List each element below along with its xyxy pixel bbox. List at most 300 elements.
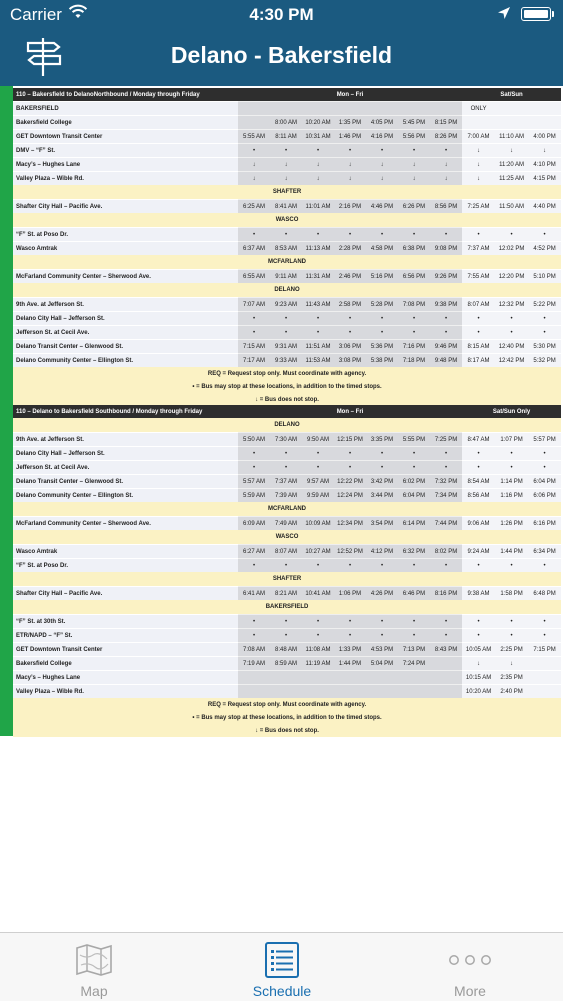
weekday-time-cell: 12:24 PM	[334, 489, 366, 503]
stop-name: Jefferson St. at Cecil Ave.	[13, 326, 238, 340]
weekday-time-cell: •	[430, 312, 462, 326]
weekday-time-cell: 6:56 PM	[398, 270, 430, 284]
weekday-time-cell: ↓	[302, 158, 334, 172]
weekday-time-cell: •	[334, 559, 366, 573]
weekday-time-cell: •	[302, 461, 334, 475]
weekday-time-cell: •	[334, 312, 366, 326]
weekend-time-cell: 1:16 PM	[495, 489, 528, 503]
weekday-time-cell: 6:14 PM	[398, 517, 430, 531]
stop-name: “F” St. at Poso Dr.	[13, 228, 238, 242]
tab-bar	[0, 932, 563, 1001]
stop-name: McFarland Community Center – Sherwood Ave.	[13, 270, 238, 284]
weekday-time-cell: 8:59 AM	[270, 657, 302, 671]
weekend-time-cell: 7:15 PM	[528, 643, 561, 657]
weekday-time-cell: •	[366, 312, 398, 326]
weekday-time-cell: •	[302, 559, 334, 573]
legend-note: ↓ = Bus does not stop.	[13, 393, 561, 406]
weekend-time-cell: •	[495, 447, 528, 461]
weekend-time-cell	[528, 685, 561, 699]
weekday-time-cell: •	[334, 461, 366, 475]
weekday-time-cell: 1:35 PM	[334, 116, 366, 130]
weekday-time-cell: •	[430, 629, 462, 643]
stop-row	[13, 200, 561, 214]
route-header-row	[13, 405, 561, 418]
weekday-time-cell: 5:45 PM	[398, 116, 430, 130]
stop-row	[13, 461, 561, 475]
weekday-time-cell: 11:01 AM	[302, 200, 334, 214]
weekday-time-cell: 5:28 PM	[366, 298, 398, 312]
weekend-time-cell: 5:22 PM	[528, 298, 561, 312]
stop-name: 9th Ave. at Jefferson St.	[13, 298, 238, 312]
weekday-time-cell: 9:23 AM	[270, 298, 302, 312]
weekday-time-cell: •	[238, 615, 270, 629]
stop-name: Macy’s – Hughes Lane	[13, 671, 238, 685]
weekend-time-cell: •	[462, 326, 495, 340]
weekday-time-cell: 7:17 AM	[238, 354, 270, 368]
weekday-time-cell: 4:16 PM	[366, 130, 398, 144]
stop-row	[13, 172, 561, 186]
stop-row	[13, 447, 561, 461]
weekend-time-cell: •	[462, 228, 495, 242]
weekday-time-cell	[334, 671, 366, 685]
section-name: SHAFTER	[13, 185, 561, 200]
weekday-time-cell: 12:52 PM	[334, 545, 366, 559]
stop-row	[13, 144, 561, 158]
weekend-time-cell: •	[528, 228, 561, 242]
stop-row	[13, 615, 561, 629]
stop-name: Valley Plaza – Wible Rd.	[13, 685, 238, 699]
weekend-time-cell: 12:20 PM	[495, 270, 528, 284]
weekend-time-cell: 1:14 PM	[495, 475, 528, 489]
stop-row	[13, 354, 561, 368]
weekend-time-cell: 7:00 AM	[462, 130, 495, 144]
weekday-time-cell: ↓	[366, 172, 398, 186]
tab-more-label: More	[454, 983, 486, 999]
route-label: 110 – Bakersfield to DelanoNorthbound / Monday through Friday	[13, 88, 238, 102]
weekday-time-cell: •	[270, 629, 302, 643]
weekday-time-cell: •	[334, 326, 366, 340]
weekend-time-cell: •	[462, 447, 495, 461]
weekend-time-cell	[495, 102, 528, 116]
weekday-time-cell: 8:41 AM	[270, 200, 302, 214]
weekend-time-cell: •	[495, 326, 528, 340]
weekday-time-cell: 11:53 AM	[302, 354, 334, 368]
weekday-time-cell	[430, 102, 462, 116]
weekend-time-cell: 5:57 PM	[528, 433, 561, 447]
weekend-time-cell: 2:40 PM	[495, 685, 528, 699]
weekend-time-cell: •	[528, 461, 561, 475]
weekday-time-cell: •	[270, 228, 302, 242]
weekend-time-cell: •	[495, 559, 528, 573]
stop-name: McFarland Community Center – Sherwood Ave.	[13, 517, 238, 531]
weekday-time-cell: 7:34 PM	[430, 489, 462, 503]
weekend-time-cell	[528, 671, 561, 685]
weekday-time-cell: •	[398, 312, 430, 326]
tab-map-label: Map	[80, 983, 108, 999]
weekday-time-cell	[270, 685, 302, 699]
stop-name: Delano Transit Center – Glenwood St.	[13, 475, 238, 489]
weekday-time-cell: 5:04 PM	[366, 657, 398, 671]
weekday-time-cell: 8:15 PM	[430, 116, 462, 130]
weekend-time-cell: 11:20 AM	[495, 158, 528, 172]
weekday-time-cell: 8:16 PM	[430, 587, 462, 601]
weekday-time-cell: 7:32 PM	[430, 475, 462, 489]
stop-row	[13, 340, 561, 354]
weekend-time-cell: 8:47 AM	[462, 433, 495, 447]
stop-name: GET Downtown Transit Center	[13, 643, 238, 657]
weekday-time-cell: 6:32 PM	[398, 545, 430, 559]
weekday-time-cell: 8:48 AM	[270, 643, 302, 657]
weekday-time-cell: •	[366, 326, 398, 340]
weekday-time-cell: 7:08 AM	[238, 643, 270, 657]
weekday-time-cell: 9:08 PM	[430, 242, 462, 256]
weekday-time-cell: ↓	[430, 172, 462, 186]
stop-name: Delano Community Center – Ellington St.	[13, 354, 238, 368]
tab-schedule-label: Schedule	[252, 983, 312, 999]
weekday-time-cell: •	[238, 144, 270, 158]
tab-schedule[interactable]	[188, 933, 376, 1001]
weekday-time-cell: •	[334, 629, 366, 643]
weekday-time-cell: ↓	[270, 172, 302, 186]
section-header-row	[13, 185, 561, 200]
stop-name: Bakersfield College	[13, 657, 238, 671]
weekday-time-cell	[398, 102, 430, 116]
stop-row	[13, 657, 561, 671]
section-header-row	[13, 600, 561, 615]
weekday-time-cell: •	[270, 559, 302, 573]
weekday-time-cell: 6:41 AM	[238, 587, 270, 601]
section-name: MCFARLAND	[13, 255, 561, 270]
weekday-time-cell: •	[366, 629, 398, 643]
weekday-time-cell: 3:54 PM	[366, 517, 398, 531]
weekend-time-cell: •	[495, 228, 528, 242]
weekend-time-cell: ↓	[462, 657, 495, 671]
weekday-time-cell: 4:46 PM	[366, 200, 398, 214]
weekday-time-cell: ↓	[302, 172, 334, 186]
weekend-time-cell: 4:40 PM	[528, 200, 561, 214]
weekday-time-cell: 7:30 AM	[270, 433, 302, 447]
weekend-time-cell: 8:56 AM	[462, 489, 495, 503]
weekday-time-cell: 6:37 AM	[238, 242, 270, 256]
stop-name: Shafter City Hall – Pacific Ave.	[13, 200, 238, 214]
battery-icon	[521, 7, 551, 21]
weekend-time-cell: 1:58 PM	[495, 587, 528, 601]
weekend-time-cell: 7:37 AM	[462, 242, 495, 256]
weekday-time-cell: 12:15 PM	[334, 433, 366, 447]
weekend-time-cell	[495, 116, 528, 130]
stop-name: Wasco Amtrak	[13, 545, 238, 559]
weekday-time-cell: 10:27 AM	[302, 545, 334, 559]
weekend-time-cell: 5:30 PM	[528, 340, 561, 354]
weekday-time-cell: •	[238, 228, 270, 242]
route-color-strip	[0, 86, 13, 736]
stop-name: Macy’s – Hughes Lane	[13, 158, 238, 172]
weekday-time-cell: •	[302, 326, 334, 340]
weekend-time-cell: 8:17 AM	[462, 354, 495, 368]
weekend-time-cell: 12:02 PM	[495, 242, 528, 256]
stop-row	[13, 298, 561, 312]
section-name: DELANO	[13, 283, 561, 298]
tab-more[interactable]	[376, 933, 563, 1001]
weekend-time-cell: ↓	[495, 144, 528, 158]
weekend-time-cell: •	[528, 326, 561, 340]
stop-row	[13, 102, 561, 116]
stop-row	[13, 671, 561, 685]
stop-name: GET Downtown Transit Center	[13, 130, 238, 144]
stop-row	[13, 475, 561, 489]
weekday-time-cell: 8:02 PM	[430, 545, 462, 559]
weekday-time-cell: 8:00 AM	[270, 116, 302, 130]
weekday-time-cell	[366, 685, 398, 699]
weekday-time-cell: 3:44 PM	[366, 489, 398, 503]
section-name: SHAFTER	[13, 572, 561, 587]
legend-row	[13, 367, 561, 380]
weekend-time-cell: ↓	[462, 144, 495, 158]
stop-row	[13, 685, 561, 699]
weekday-time-cell: ↓	[238, 158, 270, 172]
weekday-time-cell: •	[398, 559, 430, 573]
weekend-time-cell: •	[495, 615, 528, 629]
weekend-time-cell: •	[528, 312, 561, 326]
weekday-time-cell: 6:25 AM	[238, 200, 270, 214]
weekend-time-cell: •	[462, 461, 495, 475]
weekday-time-cell: •	[270, 326, 302, 340]
weekend-time-cell: 9:38 AM	[462, 587, 495, 601]
weekday-time-cell: •	[430, 559, 462, 573]
weekday-time-cell: •	[398, 447, 430, 461]
weekday-time-cell: 5:16 PM	[366, 270, 398, 284]
stop-name: Valley Plaza – Wible Rd.	[13, 172, 238, 186]
weekday-time-cell: 12:22 PM	[334, 475, 366, 489]
weekday-time-cell	[398, 671, 430, 685]
legend-note: • = Bus may stop at these locations, in addition to the timed stops.	[13, 711, 561, 724]
weekday-time-cell: 5:50 AM	[238, 433, 270, 447]
tab-map[interactable]	[0, 933, 188, 1001]
weekday-time-cell: 10:09 AM	[302, 517, 334, 531]
weekday-time-cell: 11:19 AM	[302, 657, 334, 671]
weekend-time-cell: 12:32 PM	[495, 298, 528, 312]
weekday-time-cell: •	[398, 326, 430, 340]
weekend-time-cell: •	[528, 629, 561, 643]
weekday-time-cell: 4:58 PM	[366, 242, 398, 256]
weekend-time-cell: 1:26 PM	[495, 517, 528, 531]
weekday-time-cell: •	[366, 447, 398, 461]
weekday-time-cell: 8:43 PM	[430, 643, 462, 657]
weekday-time-cell	[430, 657, 462, 671]
stop-name: 9th Ave. at Jefferson St.	[13, 433, 238, 447]
legend-note: REQ = Request stop only. Must coordinate with agency.	[13, 698, 561, 711]
weekend-time-cell: 11:25 AM	[495, 172, 528, 186]
route-header-row	[13, 88, 561, 102]
weekend-time-cell: ↓	[495, 657, 528, 671]
weekend-time-cell: 4:10 PM	[528, 158, 561, 172]
weekday-time-cell	[238, 116, 270, 130]
weekday-time-cell: •	[302, 312, 334, 326]
weekday-time-cell: •	[430, 228, 462, 242]
weekday-time-cell: 4:05 PM	[366, 116, 398, 130]
weekday-time-cell: •	[302, 447, 334, 461]
stop-name: Wasco Amtrak	[13, 242, 238, 256]
weekday-time-cell: ↓	[398, 172, 430, 186]
legend-row	[13, 724, 561, 737]
map-icon	[75, 943, 113, 977]
weekend-time-cell: 2:25 PM	[495, 643, 528, 657]
weekday-time-cell: •	[238, 447, 270, 461]
weekday-time-cell	[430, 685, 462, 699]
weekend-time-cell: 10:20 AM	[462, 685, 495, 699]
weekday-time-cell: •	[398, 461, 430, 475]
stop-name: ETR/NAPD – “F” St.	[13, 629, 238, 643]
legend-note: REQ = Request stop only. Must coordinate with agency.	[13, 367, 561, 380]
weekend-time-cell: •	[495, 629, 528, 643]
stop-row	[13, 158, 561, 172]
weekday-time-cell: 10:41 AM	[302, 587, 334, 601]
weekend-time-cell: 8:15 AM	[462, 340, 495, 354]
weekday-time-cell: 9:31 AM	[270, 340, 302, 354]
weekday-time-cell: 7:44 PM	[430, 517, 462, 531]
weekend-time-cell: 2:35 PM	[495, 671, 528, 685]
weekday-time-cell: •	[334, 144, 366, 158]
weekday-time-cell: •	[366, 461, 398, 475]
weekend-time-cell: ↓	[462, 172, 495, 186]
weekday-time-cell: 3:35 PM	[366, 433, 398, 447]
stop-row	[13, 326, 561, 340]
section-header-row	[13, 502, 561, 517]
weekday-time-cell: •	[302, 144, 334, 158]
weekday-time-cell: 7:15 AM	[238, 340, 270, 354]
weekday-time-cell: •	[270, 144, 302, 158]
weekday-time-cell: 7:25 PM	[430, 433, 462, 447]
weekend-time-cell: •	[528, 559, 561, 573]
weekend-time-cell	[528, 116, 561, 130]
weekend-time-cell	[528, 102, 561, 116]
weekday-time-cell	[334, 102, 366, 116]
weekday-time-cell: •	[398, 228, 430, 242]
weekend-time-cell: •	[462, 629, 495, 643]
weekday-time-cell	[270, 102, 302, 116]
legend-row	[13, 380, 561, 393]
weekday-time-cell: •	[238, 559, 270, 573]
stop-name: Jefferson St. at Cecil Ave.	[13, 461, 238, 475]
location-arrow-icon	[497, 6, 511, 25]
weekday-time-cell: 7:07 AM	[238, 298, 270, 312]
weekday-time-cell	[238, 671, 270, 685]
weekday-time-cell: 1:44 PM	[334, 657, 366, 671]
stop-row	[13, 242, 561, 256]
weekend-time-cell: 5:10 PM	[528, 270, 561, 284]
weekday-time-cell	[238, 685, 270, 699]
weekday-time-cell: ↓	[334, 158, 366, 172]
page-title: Delano - Bakersfield	[170, 42, 393, 68]
weekend-time-cell: 7:55 AM	[462, 270, 495, 284]
weekday-label: Mon – Fri	[238, 405, 462, 418]
weekday-time-cell: •	[270, 447, 302, 461]
weekday-time-cell: •	[398, 144, 430, 158]
weekday-time-cell: 11:51 AM	[302, 340, 334, 354]
weekend-time-cell: 7:25 AM	[462, 200, 495, 214]
weekday-time-cell: 6:38 PM	[398, 242, 430, 256]
stop-name: Delano City Hall – Jefferson St.	[13, 312, 238, 326]
weekday-time-cell: 6:09 AM	[238, 517, 270, 531]
section-name: WASCO	[13, 530, 561, 545]
weekday-time-cell: 6:46 PM	[398, 587, 430, 601]
weekday-time-cell: •	[334, 447, 366, 461]
stop-row	[13, 116, 561, 130]
weekday-time-cell: 11:13 AM	[302, 242, 334, 256]
weekday-time-cell: •	[238, 629, 270, 643]
weekend-time-cell: 12:40 PM	[495, 340, 528, 354]
weekend-time-cell: 11:10 AM	[495, 130, 528, 144]
weekday-time-cell: 4:53 PM	[366, 643, 398, 657]
schedule-list-icon	[264, 941, 300, 979]
weekday-time-cell	[398, 685, 430, 699]
section-header-row	[13, 255, 561, 270]
section-header-row	[13, 530, 561, 545]
weekend-time-cell: 4:15 PM	[528, 172, 561, 186]
stop-row	[13, 629, 561, 643]
weekday-time-cell: •	[398, 629, 430, 643]
weekday-time-cell: 10:20 AM	[302, 116, 334, 130]
stop-row	[13, 433, 561, 447]
weekday-time-cell	[430, 671, 462, 685]
weekday-time-cell: 8:53 AM	[270, 242, 302, 256]
weekday-time-cell: 5:57 AM	[238, 475, 270, 489]
weekday-time-cell: •	[238, 312, 270, 326]
stop-name: Shafter City Hall – Pacific Ave.	[13, 587, 238, 601]
route-label: 110 – Delano to Bakersfield Southbound / Monday through Friday	[13, 405, 238, 418]
weekend-time-cell: ↓	[462, 158, 495, 172]
weekday-time-cell: 6:02 PM	[398, 475, 430, 489]
weekday-time-cell: 9:46 PM	[430, 340, 462, 354]
weekday-time-cell: 7:49 AM	[270, 517, 302, 531]
section-name: DELANO	[13, 418, 561, 433]
stop-row	[13, 559, 561, 573]
weekend-time-cell: 9:24 AM	[462, 545, 495, 559]
weekday-time-cell: 11:31 AM	[302, 270, 334, 284]
carrier-label: Carrier	[10, 5, 62, 24]
section-header-row	[13, 572, 561, 587]
section-name: BAKERSFIELD	[13, 600, 561, 615]
weekday-time-cell: •	[302, 615, 334, 629]
legend-note: • = Bus may stop at these locations, in addition to the timed stops.	[13, 380, 561, 393]
weekday-time-cell: •	[270, 615, 302, 629]
weekend-time-cell: 11:50 AM	[495, 200, 528, 214]
weekday-time-cell: ↓	[430, 158, 462, 172]
weekday-time-cell	[334, 685, 366, 699]
weekday-time-cell: •	[430, 144, 462, 158]
weekday-time-cell: •	[238, 461, 270, 475]
weekend-time-cell: 6:04 PM	[528, 475, 561, 489]
weekday-time-cell: 5:59 AM	[238, 489, 270, 503]
more-dots-icon	[448, 953, 492, 967]
weekday-time-cell: •	[334, 615, 366, 629]
weekday-time-cell: ↓	[270, 158, 302, 172]
weekday-time-cell: •	[398, 615, 430, 629]
weekday-time-cell: •	[302, 228, 334, 242]
status-bar	[0, 0, 563, 30]
weekday-time-cell: 6:26 PM	[398, 200, 430, 214]
weekday-time-cell: 4:12 PM	[366, 545, 398, 559]
southbound-schedule-table	[13, 405, 561, 737]
weekend-label: Sat/Sun	[462, 88, 561, 102]
legend-row	[13, 698, 561, 711]
weekday-time-cell: 7:39 AM	[270, 489, 302, 503]
weekday-time-cell: 6:27 AM	[238, 545, 270, 559]
weekday-time-cell: 10:31 AM	[302, 130, 334, 144]
weekday-time-cell: 11:08 AM	[302, 643, 334, 657]
weekday-time-cell: 7:13 PM	[398, 643, 430, 657]
weekend-time-cell: 4:52 PM	[528, 242, 561, 256]
